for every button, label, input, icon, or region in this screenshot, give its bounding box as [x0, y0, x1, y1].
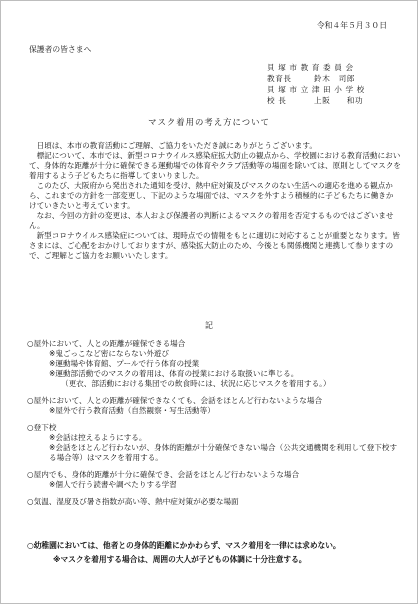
document-date: 令和４年５月３０日 — [316, 21, 387, 30]
guideline-list — [27, 339, 403, 514]
signer-row — [267, 63, 397, 74]
item-note: （更衣、部活動における集団での飲食時には、状況に応じマスクを着用する。） — [61, 379, 331, 389]
guideline-item — [27, 470, 403, 490]
signer-role: 教育長 — [267, 74, 292, 83]
kindergarten-note — [27, 541, 403, 565]
signer-row — [267, 96, 397, 107]
item-heading: ○登下校 — [27, 423, 57, 433]
item-heading: ○気温、湿度及び暑さ指数が高い等、熱中症対策が必要な場面 — [27, 497, 239, 507]
signer-name: 貝 塚 市 教 育 委 員 会 — [267, 63, 354, 72]
item-note: ※屋外で行う教育活動（自然観察・写生活動等） — [49, 406, 215, 416]
kindergarten-note-line: ※マスクを着用する場合は、周囲の大人が子どもの体調に十分注意する。 — [53, 555, 307, 565]
kindergarten-note-line: ○幼稚園においては、他者との身体的距離にかかわらず、マスク着用を一律には求めない。 — [27, 541, 341, 550]
paragraph: 標記について、本市では、新型コロナウイルス感染症拡大防止の観点から、学校園における教育活動において、身体的な距離が十分に確保できる運動場での体育やクラブ活動等の場面を除いては、原則としてマスクを着用するよう子どもたちに指導してまいりました。 — [29, 151, 401, 181]
signer-name: 鈴木 司郎 — [314, 74, 355, 83]
signer-row — [267, 74, 397, 85]
signers-block — [267, 63, 397, 107]
ki-heading: 記 — [205, 321, 213, 330]
signer-row — [267, 85, 397, 96]
paragraph: このたび、大阪府から発出された通知を受け、熱中症対策及びマスクのない生活への適応を進める観点から、これまでの方針を一部変更し、下記のような場面では、マスクを外すよう積極的に子どもたちに働きかけていきたいと考えています。 — [29, 181, 394, 211]
guideline-item — [27, 497, 403, 507]
item-note: ※会話は控えるようにする。 — [49, 433, 147, 443]
body-text — [29, 141, 401, 261]
document-title: マスク着用の考え方について — [148, 117, 270, 127]
item-heading: ○屋外において、人との距離が確保できる場合 — [27, 339, 186, 348]
item-heading: ○屋外において、人との距離が確保できなくても、会話をほとんど行わないような場合 — [27, 396, 323, 406]
item-note: ※運動部活動でのマスクの着用は、体育の授業における取扱いに準じる。 — [49, 369, 299, 379]
item-note: ※鬼ごっこなど密にならない外遊び — [49, 349, 170, 359]
item-note: ※運動場や体育館、プールで行う体育の授業 — [49, 359, 200, 369]
signer-role: 校 長 — [267, 96, 287, 105]
signer-name: 上阪 和功 — [314, 96, 364, 105]
item-note: ※個人で行う読書や調べたりする学習 — [49, 480, 177, 490]
paragraph: 日頃は、本市の教育活動にご理解、ご協力をいただき誠にありがとうございます。 — [36, 141, 317, 150]
paragraph: なお、今回の方針の変更は、本人および保護者の判断によるマスクの着用を否定するものではございません。 — [29, 211, 394, 231]
paragraph: 新型コロナウイルス感染症については、現時点での情報をもとに適切に対応することが重要となります。皆さまには、ご心配をおかけしておりますが、感染拡大防止のため、今後とも関係機関と連携して参りますので、ご理解とご協力をお願いいたします。 — [29, 231, 400, 261]
item-note: ※会話をほとんど行わないが、身体的距離が十分確保できない場合（公共交通機関を利用して登下校する場合等）はマスクを着用する。 — [49, 443, 398, 463]
recipient-line: 保護者の皆さまへ — [29, 45, 92, 54]
guideline-item — [27, 396, 403, 416]
signer-name: 貝 塚 市 立 津 田 小 学 校 — [267, 85, 365, 94]
guideline-item — [27, 423, 403, 463]
item-heading: ○屋内でも、身体的距離が十分に確保でき、会話をほとんど行わないような場合 — [27, 470, 300, 480]
guideline-item — [27, 339, 403, 389]
